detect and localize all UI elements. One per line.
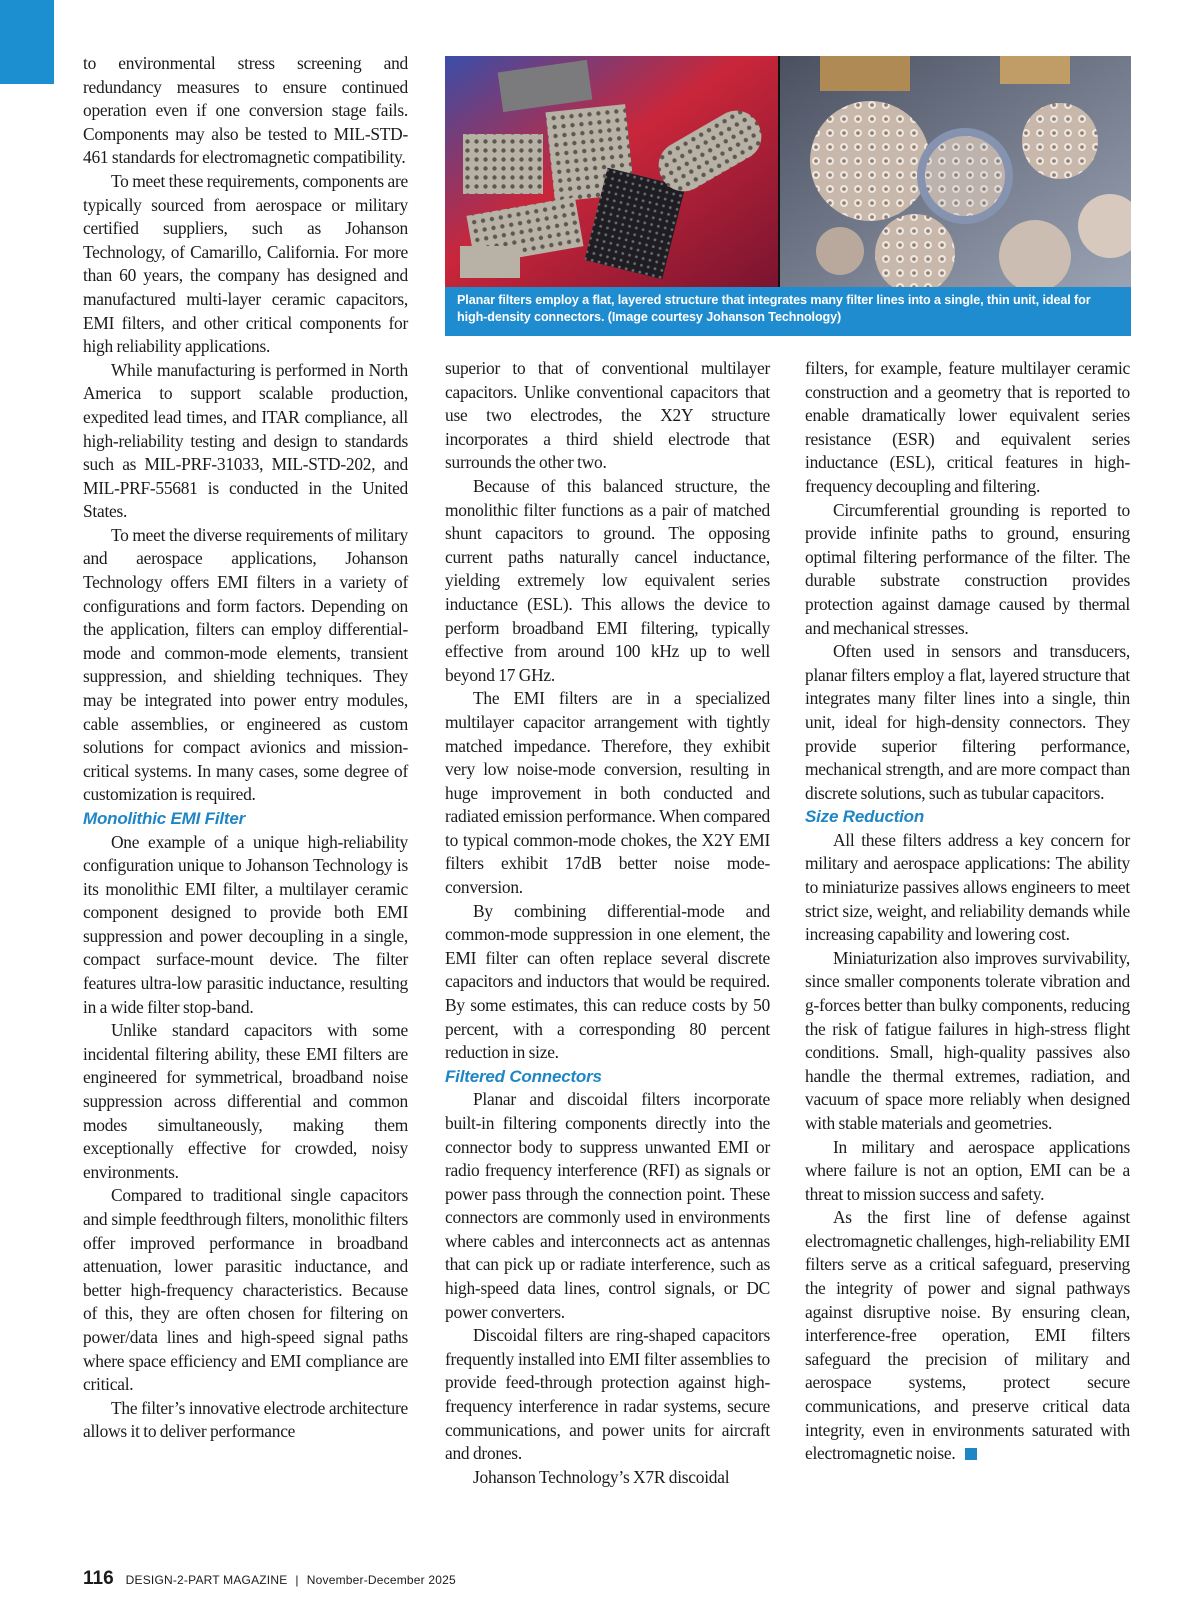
paragraph: The EMI filters are in a specialized multilayer capacitor arrangement with tightly matched impedance. Therefore, they exhibit very low noise-mode conversion, resulting in huge improvement in both conducted and radiated emission performance. When compared to typical common-mode chokes, the X2Y EMI filters exhibit 17dB better noise mode-conversion. bbox=[445, 688, 770, 898]
paragraph: Unlike standard capacitors with some incidental filtering ability, these EMI filters are engineered for symmetrical, broadband noise suppression across differential and common modes simultaneously, making them exceptionally effective for crowded, noisy environments. bbox=[83, 1020, 408, 1182]
corner-color-tab bbox=[0, 0, 54, 84]
paragraph: superior to that of conventional multilayer capacitors. Unlike conventional capacitors that use two electrodes, the X2Y structure incorporates a third shield electrode that surrounds the other two. bbox=[445, 358, 770, 473]
section-heading-filtered-connectors: Filtered Connectors bbox=[445, 1066, 602, 1086]
product-photo bbox=[445, 56, 1131, 336]
final-paragraph-text: As the first line of defense against electromagnetic challenges, high-reliability EMI filters serve as a critical safeguard, preserving the integrity of power and signal pathways against disruptive noise. By ensuring clean, interference-free operation, EMI filters safeguard the precision of military and aerospace systems, protect secure communications, and preserve critical data integrity, even in environments saturated with electromagnetic noise. bbox=[805, 1207, 1130, 1464]
column-middle bbox=[445, 357, 770, 1489]
footer-separator: | bbox=[295, 1573, 299, 1587]
paragraph: Circumferential grounding is reported to provide infinite paths to ground, ensuring optimal filtering performance of the filter. The durable substrate construction provides protection against damage caused by thermal and mechanical stresses. bbox=[805, 499, 1130, 638]
paragraph: The filter’s innovative electrode architecture allows it to deliver performance bbox=[83, 1397, 408, 1442]
section-heading-monolithic: Monolithic EMI Filter bbox=[83, 809, 246, 828]
planar-filters-image bbox=[445, 56, 1131, 287]
paragraph: to environmental stress screening and redundancy measures to ensure continued operation even if one conversion stage fails. Components may also be tested to MIL-STD-461 standards for electromagnetic compatibility. bbox=[83, 53, 408, 168]
magazine-name: DESIGN-2-PART MAGAZINE bbox=[125, 1573, 288, 1587]
column-left bbox=[83, 52, 408, 1444]
paragraph: One example of a unique high-reliability configuration unique to Johanson Technology is its monolithic EMI filter, a multilayer ceramic component designed to provide both EMI suppression and power decoupling in a single, compact surface-mount device. The filter features ultra-low parasitic inductance, resulting in a wide filter stop-band. bbox=[83, 831, 408, 1017]
photo-caption: Planar filters employ a flat, layered structure that integrates many filter lines into a single, thin unit, ideal for high-density connectors. (Image courtesy Johanson Technology) bbox=[457, 293, 1091, 324]
paragraph: In military and aerospace applications where failure is not an option, EMI can be a threat to mission success and safety. bbox=[805, 1136, 1130, 1204]
paragraph: By combining differential-mode and common-mode suppression in one element, the EMI filter can often replace several discrete capacitors and inductors that would be required. By some estimates, this can reduce costs by 50 percent, with a corresponding 80 percent reduction in size. bbox=[445, 900, 770, 1063]
paragraph-final bbox=[805, 1206, 1130, 1466]
paragraph: Miniaturization also improves survivability, since smaller components tolerate vibration and g-forces better than bulky components, reducing the risk of fatigue failures in high-stress flight conditions. Small, high-quality passives also handle the thermal extremes, radiation, and vacuum of space more reliably when designed with stable materials and geometries. bbox=[805, 947, 1130, 1133]
section-heading-size-reduction: Size Reduction bbox=[805, 807, 925, 827]
paragraph: Johanson Technology’s X7R discoidal bbox=[473, 1466, 730, 1487]
issue-date: November-December 2025 bbox=[306, 1573, 456, 1587]
paragraph: Often used in sensors and transducers, planar filters employ a flat, layered structure that integrates many filter lines into a single, thin unit, ideal for high-density connectors. They provide superior filtering performance, mechanical strength, and are more compact than discrete solutions, such as tubular capacitors. bbox=[805, 641, 1130, 803]
paragraph: Because of this balanced structure, the monolithic filter functions as a pair of matched shunt capacitors to ground. The opposing current paths naturally cancel inductance, yielding extremely low equivalent series inductance (ESL). This allows the device to perform broadband EMI filtering, typically effective from around 100 kHz up to well beyond 17 GHz. bbox=[445, 475, 770, 685]
page-footer bbox=[83, 1568, 456, 1592]
paragraph: Compared to traditional single capacitors and simple feedthrough filters, monolithic filters offer improved performance in broadband attenuation, lower parasitic inductance, and better high-frequency characteristics. Because of this, they are often chosen for filtering on power/data lines and high-speed signal paths where space efficiency and EMI compliance are critical. bbox=[83, 1185, 408, 1395]
page-number: 116 bbox=[83, 1568, 114, 1589]
paragraph: All these filters address a key concern for military and aerospace applications: The ability to miniaturize passives allows engineers to meet strict size, weight, and reliability demands while increasing capability and lowering cost. bbox=[805, 829, 1130, 945]
end-of-article-icon bbox=[965, 1448, 977, 1460]
paragraph: To meet the diverse requirements of military and aerospace applications, Johanson Technology offers EMI filters in a variety of configurations and form factors. Depending on the application, filters can employ differential-mode and common-mode elements, transient suppression, and shielding techniques. They may be integrated into power entry modules, cable assemblies, or engineered as custom solutions for compact avionics and mission-critical systems. In many cases, some degree of customization is required. bbox=[83, 524, 408, 805]
paragraph: Planar and discoidal filters incorporate built-in filtering components directly into the connector body to suppress unwanted EMI or radio frequency interference (RFI) as signals or power pass through the connection point. These connectors are commonly used in environments where cables and interconnects act as antennas that can pick up or radiate interference, such as high-speed data lines, control signals, or DC power converters. bbox=[445, 1089, 770, 1322]
paragraph: Discoidal filters are ring-shaped capacitors frequently installed into EMI filter assemblies to provide feed-through protection against high-frequency interference in radar systems, secure communications, and power units for aircraft and drones. bbox=[445, 1325, 770, 1464]
paragraph: While manufacturing is performed in North America to support scalable production, expedited lead times, and ITAR compliance, all high-reliability testing and design to standards such as MIL-PRF-31033, MIL-STD-202, and MIL-PRF-55681 is conducted in the United States. bbox=[83, 359, 408, 522]
column-right bbox=[805, 357, 1130, 1466]
paragraph: filters, for example, feature multilayer ceramic construction and a geometry that is reported to enable dramatically lower equivalent series resistance (ESR) and equivalent series inductance (ESL), critical features in high-frequency decoupling and filtering. bbox=[805, 358, 1130, 496]
paragraph: To meet these requirements, components are typically sourced from aerospace or military certified suppliers, such as Johanson Technology, of Camarillo, California. For more than 60 years, the company has designed and manufactured multi-layer ceramic capacitors, EMI filters, and other critical components for high reliability applications. bbox=[83, 170, 408, 357]
